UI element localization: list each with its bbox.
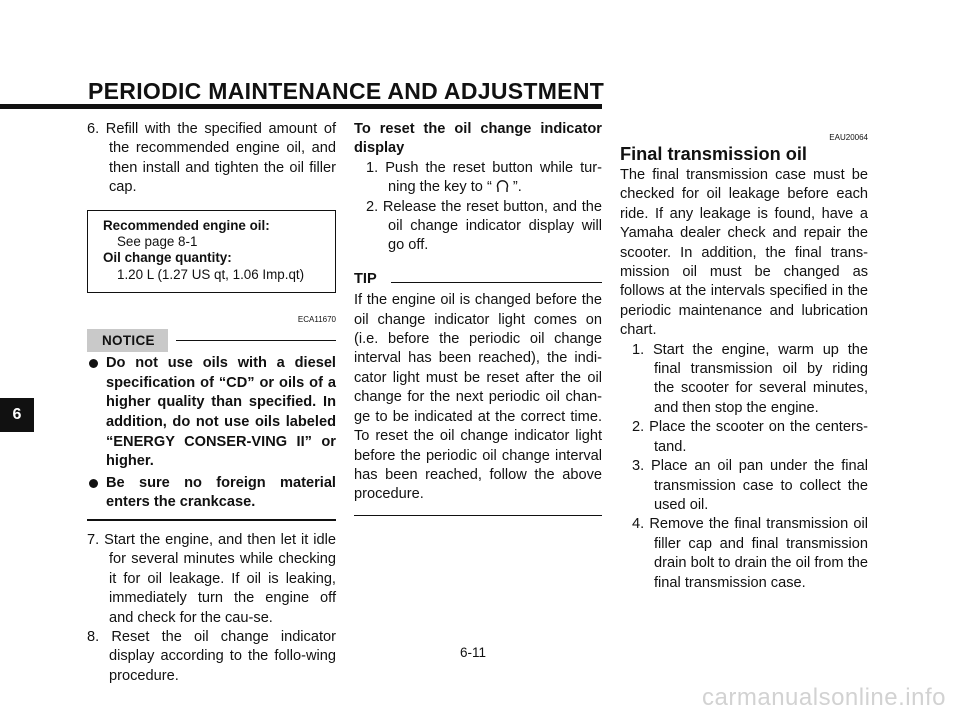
transmission-step-2: 2. Place the scooter on the centers-tand. [632,419,868,455]
tip-end-rule [354,515,602,516]
middle-column [354,120,602,516]
left-column [87,120,336,686]
step-6: 6. Refill with the specified amount of the recommended engine oil, and then install and tighten the oil filler cap. [87,121,336,196]
reset-step-1 [366,159,602,198]
watermark: carmanualsonline.info [702,684,946,711]
tip-header [354,270,602,289]
notice-item-text: Be sure no foreign material enters the crankcase. [106,474,336,511]
reset-heading: To reset the oil change indicator display [354,121,602,157]
header-rule [0,104,602,109]
bullet-icon [89,359,98,368]
step-7: 7. Start the engine, and then let it idle for several minutes while checking it for oil leakage. If oil is leaking, immediately turn the engine off and check for the cau-se. [87,532,336,626]
oil-spec-value: See page 8-1 [117,234,198,250]
tip-label: TIP [354,270,377,287]
section-code: EAU20064 [829,133,868,142]
page-header-title: PERIODIC MAINTENANCE AND ADJUSTMENT [88,78,605,104]
right-column [620,133,868,593]
notice-label: NOTICE [87,329,168,352]
notice-item-text: Do not use oils with a diesel specification of “CD” or oils of a higher quality than specified. In addition, do not use oils labeled “ENERGY CONSER-VING II” or higher. [106,355,336,470]
transmission-step-3: 3. Place an oil pan under the final transmission case to collect the used oil. [632,458,868,513]
quantity-value: 1.20 L (1.27 US qt, 1.06 Imp.qt) [117,266,305,282]
notice-end-rule [87,519,336,521]
transmission-step-1: 1. Start the engine, warm up the final transmission oil by riding the scooter for several minutes, and then stop the engine. [632,341,868,416]
reset-step-1-end: ”. [512,179,522,196]
bullet-icon [89,479,98,488]
notice-code: ECA11670 [297,315,336,325]
notice-item [87,474,336,513]
notice-header [87,329,336,352]
oil-spec-label: Recommended engine oil: [103,217,270,233]
spec-box [87,210,336,294]
ignition-on-icon [495,179,510,193]
tip-rule [391,282,602,283]
tip-text: If the engine oil is changed before the oil change indicator light comes on (i.e. before the periodic oil change interval has been reached), the indi-cator light must be reset after the oil change for the next periodic oil chan-ge to be indicated at the correct time. To reset the oil change indicator light before the periodic oil change interval has been reached, follow the above procedure. [354,292,602,503]
quantity-label: Oil change quantity: [103,250,232,266]
chapter-tab: 6 [0,398,34,432]
reset-step-1-text: 1. Push the reset button while tur-ning the key to “ [366,159,602,196]
step-8: 8. Reset the oil change indicator display according to the follo-wing procedure. [87,629,336,684]
transmission-step-4: 4. Remove the final transmission oil filler cap and final transmission drain bolt to drain the oil from the final transmission case. [632,516,868,591]
section-title: Final transmission oil [620,144,807,164]
notice-item [87,354,336,472]
reset-step-2: 2. Release the reset button, and the oil change indicator display will go off. [366,198,602,254]
section-intro: The final transmission case must be checked for oil leakage before each ride. If any leakage is found, have a Yamaha dealer check and repair the scooter. In addition, the final trans-mission oil must be changed as follows at the intervals specified in the periodic maintenance and lubrication chart. [620,167,868,339]
notice-rule [176,340,336,341]
page-number: 6-11 [460,645,487,660]
